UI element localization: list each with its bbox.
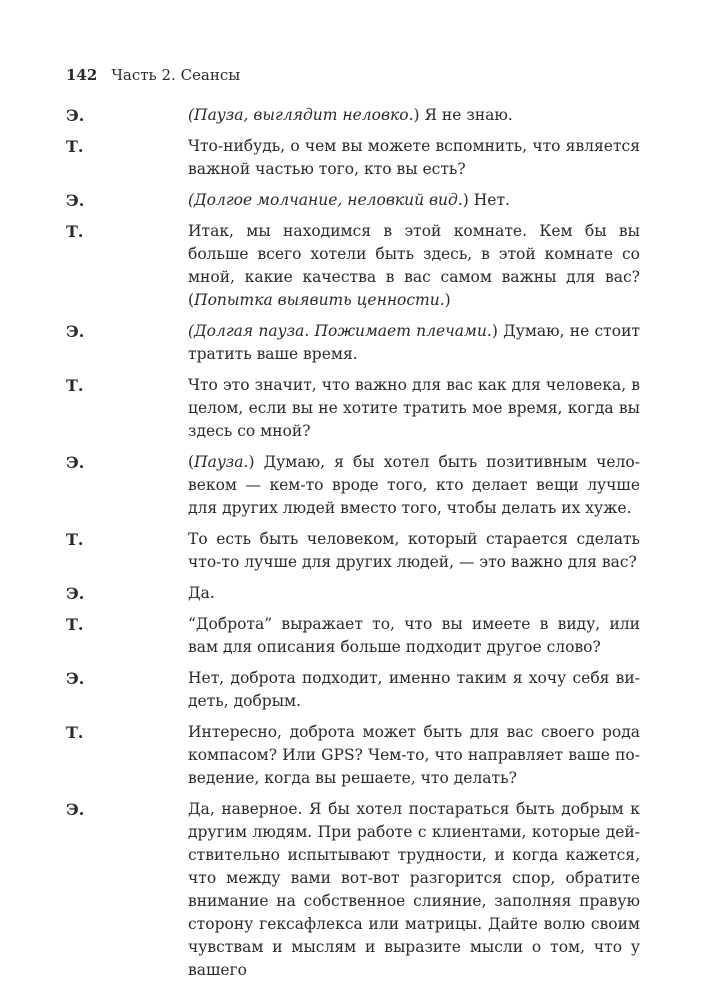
running-title: Часть 2. Сеансы [111, 66, 241, 84]
utterance-text [188, 667, 640, 713]
stage-direction: (Долгое молчание, неловкий вид. [188, 191, 463, 209]
utterance-fragment: Нет, доброта подходит, именно таким я хочу себя видеть, добрым. [188, 669, 640, 710]
speaker-label: Э. [66, 584, 85, 603]
speaker-label: Т. [66, 615, 84, 634]
utterance-fragment: ) Я не знаю. [413, 106, 513, 124]
utterance-fragment: ( [188, 453, 195, 471]
utterance-text [188, 135, 640, 181]
dialogue-entry [66, 451, 640, 520]
stage-direction: (Долгая пауза. Пожимает плечами. [188, 322, 492, 340]
utterance-text [188, 528, 640, 574]
utterance-fragment: Итак, мы находимся в этой комнате. Кем бы вы больше всего хотели быть здесь, в этой комнате со мной, какие качества в вас самом важны для вас? ( [188, 222, 640, 309]
dialogue-entry [66, 135, 640, 181]
dialogue-entry [66, 374, 640, 443]
utterance-fragment: ) [444, 291, 451, 309]
utterance-fragment: Что это значит, что важно для вас как для человека, в целом, если вы не хотите тратить мое время, когда вы здесь со мной? [188, 376, 640, 440]
page-number: 142 [66, 66, 98, 84]
dialogue-entry [66, 189, 640, 212]
speaker-label: Э. [66, 191, 85, 210]
dialogue-entry [66, 721, 640, 790]
stage-direction: Попытка выявить ценности. [194, 291, 445, 309]
utterance-fragment: ) Думаю, не стоит тратить ваше время. [188, 322, 640, 363]
speaker-label: Т. [66, 222, 84, 241]
utterance-fragment: ) Думаю, я бы хотел быть позитивным человеком — кем-то вроде того, кто делает вещи лучше для других людей вместо того, чтобы делать их хуже. [188, 453, 640, 517]
utterance-fragment: То есть быть человеком, который старается сделать что-то лучше для других людей, — это важно для вас? [188, 530, 640, 571]
speaker-label: Э. [66, 453, 85, 472]
speaker-label: Э. [66, 800, 85, 819]
utterance-text [188, 189, 640, 212]
dialogue-entry [66, 798, 640, 982]
utterance-text [188, 320, 640, 366]
utterance-text [188, 374, 640, 443]
dialogue-entry [66, 528, 640, 574]
speaker-label: Э. [66, 322, 85, 341]
stage-direction: (Пауза, выглядит неловко. [188, 106, 414, 124]
utterance-text [188, 798, 640, 982]
speaker-label: Т. [66, 376, 84, 395]
utterance-fragment: Интересно, доброта может быть для вас своего рода компасом? Или GPS? Чем-то, что направляет ваше поведение, когда вы решаете, что делать? [188, 723, 640, 787]
stage-direction: Пауза. [194, 453, 249, 471]
utterance-text [188, 721, 640, 790]
utterance-text [188, 104, 640, 127]
dialogue-entry [66, 220, 640, 312]
speaker-label: Т. [66, 530, 84, 549]
utterance-fragment: “Доброта” выражает то, что вы имеете в виду, или вам для описания больше подходит другое слово? [188, 615, 640, 656]
speaker-label: Т. [66, 137, 84, 156]
dialogue-entry [66, 667, 640, 713]
utterance-text [188, 451, 640, 520]
dialogue-transcript [66, 104, 640, 990]
utterance-fragment: Да, наверное. Я бы хотел постараться быть добрым к другим людям. При работе с клиентами, которые действительно испытывают трудности, и когда кажется, что между вами вот-вот разгорится спор, обратите внимание на собственное слияние, заполняя правую сторону гексафлекса или матрицы. Дайте волю своим чувствам и мыслям и выразите мысли о том, что у вашего [188, 800, 640, 979]
utterance-fragment: Что-нибудь, о чем вы можете вспомнить, что является важной частью того, кто вы есть? [188, 137, 640, 178]
dialogue-entry [66, 582, 640, 605]
utterance-text [188, 613, 640, 659]
dialogue-entry [66, 104, 640, 127]
utterance-fragment: Да. [188, 584, 215, 602]
speaker-label: Э. [66, 106, 85, 125]
dialogue-entry [66, 320, 640, 366]
speaker-label: Э. [66, 669, 85, 688]
utterance-text [188, 220, 640, 312]
utterance-fragment: ) Нет. [462, 191, 510, 209]
running-header [66, 66, 240, 84]
dialogue-entry [66, 613, 640, 659]
speaker-label: Т. [66, 723, 84, 742]
utterance-text [188, 582, 640, 605]
